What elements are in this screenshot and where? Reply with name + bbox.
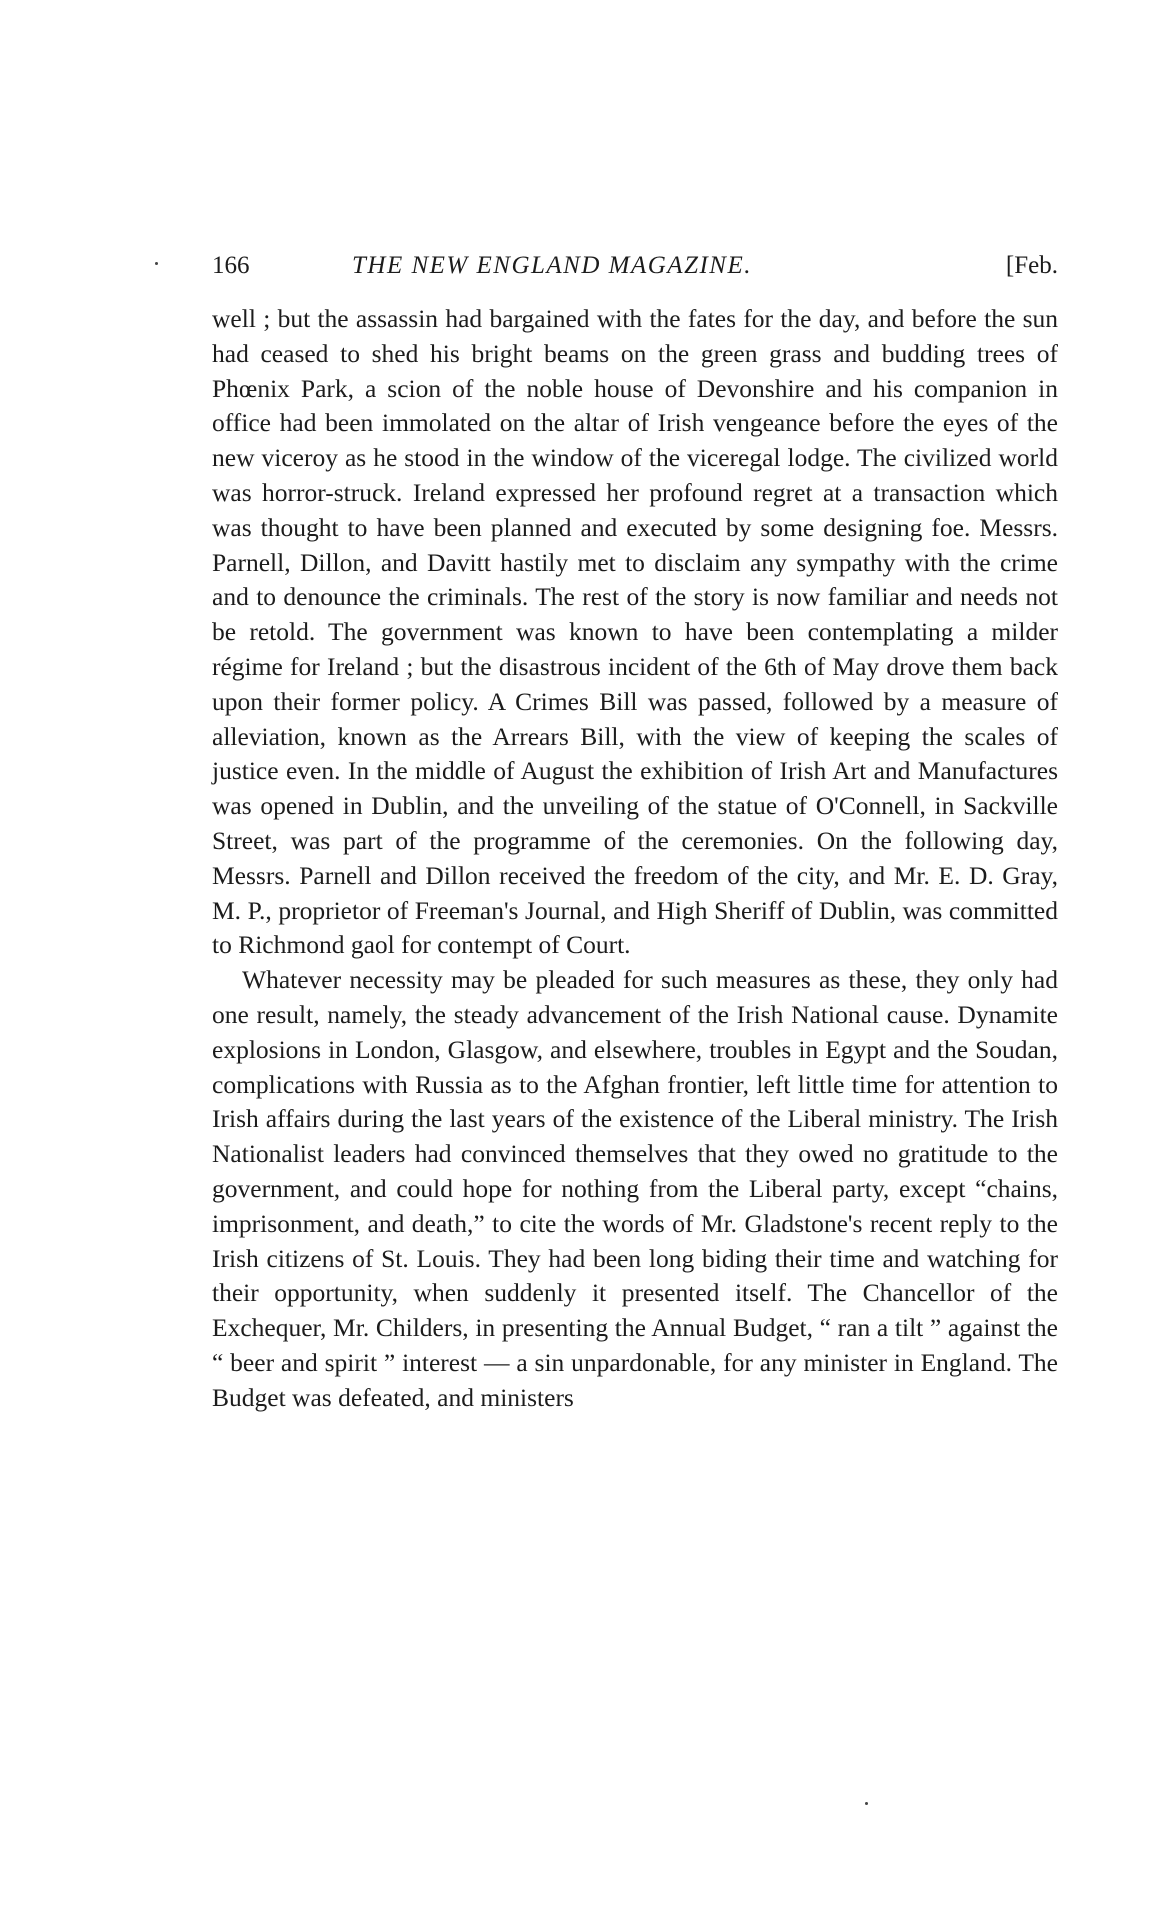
section-mark: [Feb. [1005, 252, 1058, 279]
scan-speck [155, 262, 158, 265]
paragraph: Whatever necessity may be pleaded for such measures as these, they only had one result, namely, the steady advancement of the Irish National cause. Dynamite explosions in London, Glasgow, and elsewhere, troubles in Egypt and the Soudan, complications with Russia as to the Afghan frontier, left little time for attention to Irish affairs during the last years of the existence of the Liberal ministry. The Irish Nationalist leaders had convinced themselves that they owed no gratitude to the government, and could hope for nothing from the Liberal party, except “chains, imprisonment, and death,” to cite the words of Mr. Gladstone's recent reply to the Irish citizens of St. Louis. They had been long biding their time and watching for their opportunity, when suddenly it presented itself. The Chancellor of the Exchequer, Mr. Childers, in presenting the Annual Budget, “ ran a tilt ” against the “ beer and spirit ” interest — a sin unpardonable, for any minister in England. The Budget was defeated, and ministers [212, 965, 1058, 1412]
running-title: THE NEW ENGLAND MAGAZINE. [352, 252, 752, 279]
paragraph-continuation: well ; but the assassin had bargained with the fates for the day, and before the sun had ceased to shed his bright beams on the green grass and budding trees of Phœnix Park, a scion of the noble house of Devonshire and his companion in office had been immolated on the altar of Irish vengeance before the eyes of the new viceroy as he stood in the window of the viceregal lodge. The civilized world was horror-struck. Ireland expressed her profound regret at a transaction which was thought to have been planned and executed by some designing foe. Messrs. Parnell, Dillon, and Davitt hastily met to disclaim any sympathy with the crime and to denounce the criminals. The rest of the story is now familiar and needs not be retold. The government was known to have been contemplating a milder régime for Ireland ; but the disastrous incident of the 6th of May drove them back upon their former policy. A Crimes Bill was passed, followed by a measure of alleviation, known as the Arrears Bill, with the view of keeping the scales of justice even. In the middle of August the exhibition of Irish Art and Manufactures was opened in Dublin, and the unveiling of the statue of O'Connell, in Sackville Street, was part of the programme of the ceremonies. On the following day, Messrs. Parnell and Dillon received the freedom of the city, and Mr. E. D. Gray, M. P., proprietor of Freeman's Journal, and High Sheriff of Dublin, was committed to Richmond gaol for contempt of Court. [212, 304, 1058, 960]
page-header [212, 246, 1058, 286]
page-number: 166 [212, 252, 250, 279]
body-text [212, 302, 1058, 1416]
scan-speck [865, 1802, 868, 1805]
